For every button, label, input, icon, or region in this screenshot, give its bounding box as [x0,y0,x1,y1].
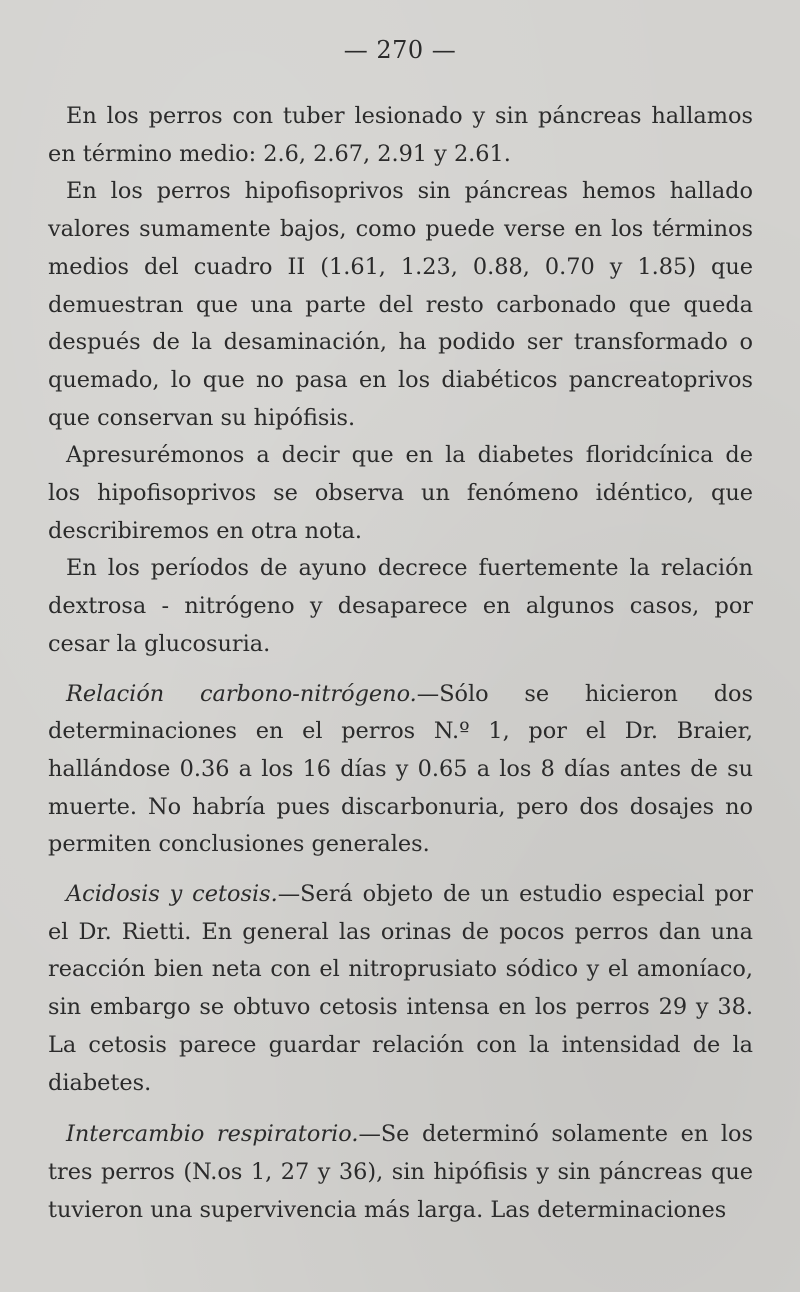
paragraph-text: —Será objeto de un estudio especial por el Dr. Rietti. En general las orinas de pocos perros dan una reacción bien neta con el nitroprusiato sódico y el amoníaco, sin embargo se obtuvo cetosis intensa en los perros 29 y 38. La cetosis parece guardar relación con la intensidad de la diabetes. [48,881,753,1096]
body-text [48,98,753,1229]
paragraph-text: Apresurémonos a decir que en la diabetes floridcínica de los hipofisoprivos se observa un fenómeno idéntico, que describiremos en otra nota. [48,442,753,544]
paragraph [48,876,753,1102]
section-heading: Relación carbono-nitrógeno. [66,680,417,707]
paragraph [48,173,753,437]
section-heading: Intercambio respiratorio. [66,1121,359,1148]
paragraph [48,676,753,865]
paragraph [48,1116,753,1229]
paragraph-text: En los períodos de ayuno decrece fuertemente la relación dextrosa - nitrógeno y desaparece en algunos casos, por cesar la glucosuria. [48,555,753,657]
paragraph-text: —Sólo se hicieron dos determinaciones en el perros N.º 1, por el Dr. Braier, hallándose 0.36 a los 16 días y 0.65 a los 8 días antes de su muerte. No habría pues discarbonuria, pero dos dosajes no permiten conclusiones generales. [48,680,753,858]
paragraph [48,437,753,550]
paragraph-text: —Se determinó solamente en los tres perros (N.os 1, 27 y 36), sin hipófisis y sin páncreas que tuvieron una supervivencia más larga. Las determinaciones [48,1121,754,1223]
page-number: — 270 — [343,36,457,64]
paragraph [48,550,753,663]
paragraph-text: En los perros hipofisoprivos sin páncreas hemos hallado valores sumamente bajos, como puede verse en los términos medios del cuadro II (1.61, 1.23, 0.88, 0.70 y 1.85) que demuestran que una parte del resto carbonado que queda después de la desaminación, ha podido ser transformado o quemado, lo que no pasa en los diabéticos pancreatoprivos que conservan su hipófisis. [48,178,753,431]
paragraph [48,98,753,173]
section-heading: Acidosis y cetosis. [66,881,278,908]
paragraph-text: En los perros con tuber lesionado y sin páncreas hallamos en término medio: 2.6, 2.67, 2.91 y 2.61. [48,103,753,167]
